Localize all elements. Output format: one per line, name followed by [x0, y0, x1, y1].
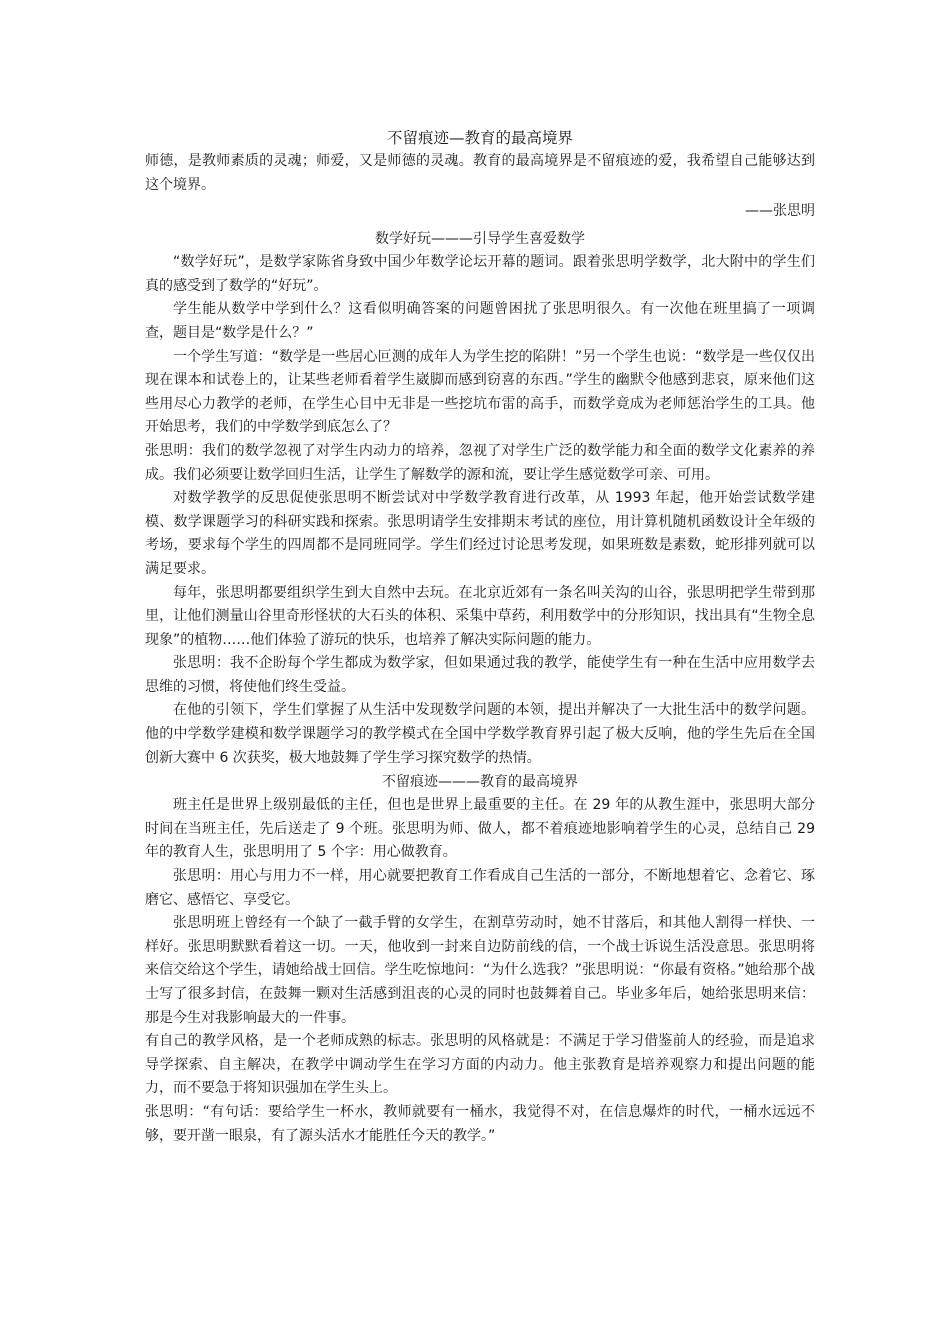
section-heading-math-fun: 数学好玩———引导学生喜爱数学: [375, 231, 585, 248]
paragraph: “数学好玩”，是数学家陈省身致中国少年数学论坛开幕的题词。跟着张思明学数学，北大附中的学生们真的感受到了数学的“好玩”。: [145, 254, 815, 294]
paragraph: 有自己的教学风格，是一个老师成熟的标志。张思明的风格就是：不满足于学习借鉴前人的经验，而是追求导学探索、自主解决，在教学中调动学生在学习方面的内动力。他主张教育是培养观察力和提出问题的能力，而不要急于将知识强加在学生头上。: [145, 1033, 815, 1097]
paragraph: 张思明：“有句话：要给学生一杯水，教师就要有一桶水，我觉得不对，在信息爆炸的时代，一桶水远远不够，要开凿一眼泉，有了源头活水才能胜任今天的教学。”: [145, 1103, 815, 1144]
paragraph: 对数学教学的反思促使张思明不断尝试对中学数学教育进行改革，从 1993 年起，他开始尝试数学建模、数学课题学习的科研实践和探索。张思明请学生安排期末考试的座位，用计算机随机函数设计全年级的考场，要求每个学生的四周都不是同班同学。学生们经过讨论思考发现，如果班数是素数，蛇形排列就可以满足要求。: [145, 490, 815, 577]
epigraph-signature: ——张思明: [745, 203, 815, 220]
document-page: [145, 126, 815, 1148]
paragraph: 每年，张思明都要组织学生到大自然中去玩。在北京近郊有一条名叫关沟的山谷，张思明把学生带到那里，让他们测量山谷里奇形怪状的大石头的体积、采集中草药，利用数学中的分形知识，找出具有“生物全息现象”的植物……他们体验了游玩的快乐，也培养了解决实际问题的能力。: [145, 584, 815, 648]
paragraph: 张思明：用心与用力不一样，用心就要把教育工作看成自己生活的一部分，不断地想着它、念着它、琢磨它、感悟它、享受它。: [145, 868, 815, 908]
document-title: 不留痕迹—教育的最高境界: [386, 129, 573, 147]
epigraph: 师德，是教师素质的灵魂；师爱，又是师德的灵魂。教育的最高境界是不留痕迹的爱，我希望自己能够达到这个境界。: [145, 153, 815, 193]
paragraph: 张思明：我们的数学忽视了对学生内动力的培养，忽视了对学生广泛的数学能力和全面的数学文化素养的养成。我们必须要让数学回归生活，让学生了解数学的源和流，要让学生感觉数学可亲、可用。: [145, 442, 815, 483]
paragraph: 一个学生写道：“数学是一些居心叵测的成年人为学生挖的陷阱！”另一个学生也说：“数学是一些仅仅出现在课本和试卷上的，让某些老师看着学生崴脚而感到窃喜的东西。”学生的幽默令他感到悲哀，原来他们这些用尽心力教学的老师，在学生心目中无非是一些挖坑布雷的高手，而数学竟成为老师惩治学生的工具。他开始思考，我们的中学数学到底怎么了？: [145, 348, 815, 436]
paragraph: 张思明班上曾经有一个缺了一截手臂的女学生，在割草劳动时，她不甘落后，和其他人割得一样快、一样好。张思明默默看着这一切。一天，他收到一封来自边防前线的信，一个战士诉说生活没意思。张思明将来信交给这个学生，请她给战士回信。学生吃惊地问：“为什么选我？”张思明说：“你最有资格。”她给那个战士写了很多封信，在鼓舞一颗对生活感到沮丧的心灵的同时也鼓舞着自己。毕业多年后，她给张思明来信：那是今生对我影响最大的一件事。: [145, 915, 815, 1026]
paragraph: 班主任是世界上级别最低的主任，但也是世界上最重要的主任。在 29 年的从教生涯中，张思明大部分时间在当班主任，先后送走了 9 个班。张思明为师、做人，都不着痕迹地影响着学生的心灵，总结自己 29 年的教育人生，张思明用了 5 个字：用心做教育。: [145, 797, 815, 861]
section-heading-no-trace: 不留痕迹———教育的最高境界: [382, 774, 578, 791]
paragraph: 学生能从数学中学到什么？这看似明确答案的问题曾困扰了张思明很久。有一次他在班里搞了一项调查，题目是“数学是什么？”: [145, 301, 815, 341]
paragraph: 张思明：我不企盼每个学生都成为数学家，但如果通过我的教学，能使学生有一种在生活中应用数学去思维的习惯，将使他们终生受益。: [145, 655, 815, 695]
paragraph: 在他的引领下，学生们掌握了从生活中发现数学问题的本领，提出并解决了一大批生活中的数学问题。他的中学数学建模和数学课题学习的教学模式在全国中学数学教育界引起了极大反响，他的学生先后在全国创新大赛中 6 次获奖，极大地鼓舞了学生学习探究数学的热情。: [145, 702, 815, 766]
